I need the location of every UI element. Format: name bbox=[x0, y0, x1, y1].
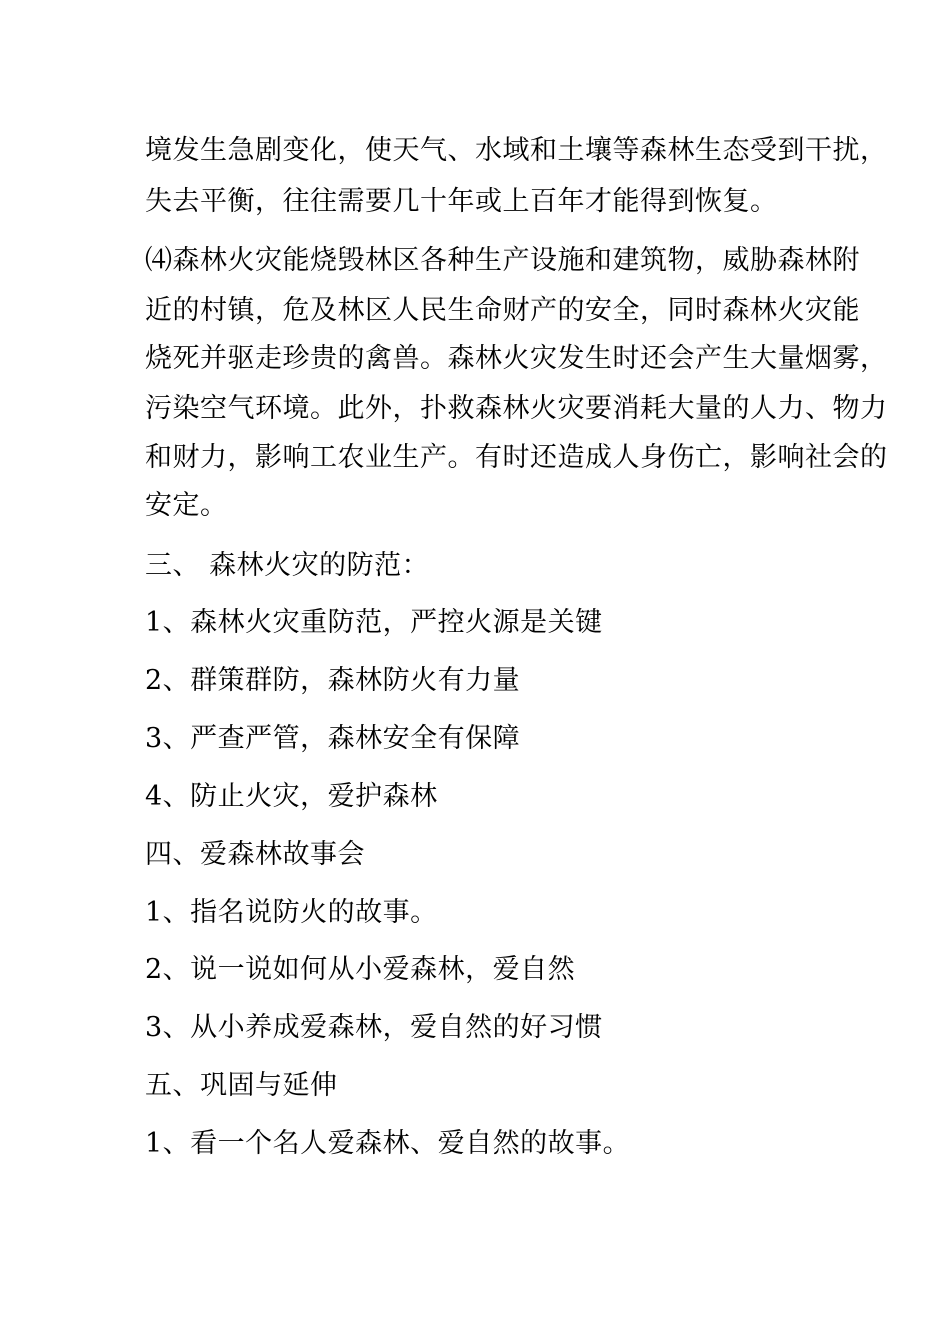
paragraph-4-line-5: 和财力，影响工农业生产。有时还造成人身伤亡，影响社会的 bbox=[145, 442, 888, 473]
paragraph-4-line-3: 烧死并驱走珍贵的禽兽。森林火灾发生时还会产生大量烟雾， bbox=[145, 343, 888, 374]
paragraph-4-line-1: ⑷森林火灾能烧毁林区各种生产设施和建筑物，威胁森林附 bbox=[145, 245, 860, 276]
section-5-item-1: 1、看一个名人爱森林、爱自然的故事。 bbox=[145, 1128, 631, 1159]
paragraph-4-line-4: 污染空气环境。此外，扑救森林火灾要消耗大量的人力、物力 bbox=[145, 393, 888, 424]
section-5-heading: 五、巩固与延伸 bbox=[145, 1070, 338, 1101]
section-3-item-1: 1、森林火灾重防范，严控火源是关键 bbox=[145, 607, 603, 638]
paragraph-4-line-6: 安定。 bbox=[145, 490, 228, 521]
section-3-heading: 三、 森林火灾的防范： bbox=[145, 550, 430, 581]
section-3-item-4: 4、防止火灾，爱护森林 bbox=[145, 781, 438, 812]
paragraph-4-line-2: 近的村镇，危及林区人民生命财产的安全，同时森林火灾能 bbox=[145, 295, 860, 326]
section-3-item-2: 2、群策群防，森林防火有力量 bbox=[145, 665, 521, 696]
paragraph-continuation-line-2: 失去平衡，往往需要几十年或上百年才能得到恢复。 bbox=[145, 186, 778, 217]
section-4-item-3: 3、从小养成爱森林，爱自然的好习惯 bbox=[145, 1012, 603, 1043]
section-4-item-1: 1、指名说防火的故事。 bbox=[145, 897, 438, 928]
section-3-item-3: 3、严查严管，森林安全有保障 bbox=[145, 723, 521, 754]
section-4-heading: 四、爱森林故事会 bbox=[145, 839, 365, 870]
paragraph-continuation-line-1: 境发生急剧变化，使天气、水域和土壤等森林生态受到干扰， bbox=[145, 135, 888, 166]
section-4-item-2: 2、说一说如何从小爱森林，爱自然 bbox=[145, 954, 576, 985]
